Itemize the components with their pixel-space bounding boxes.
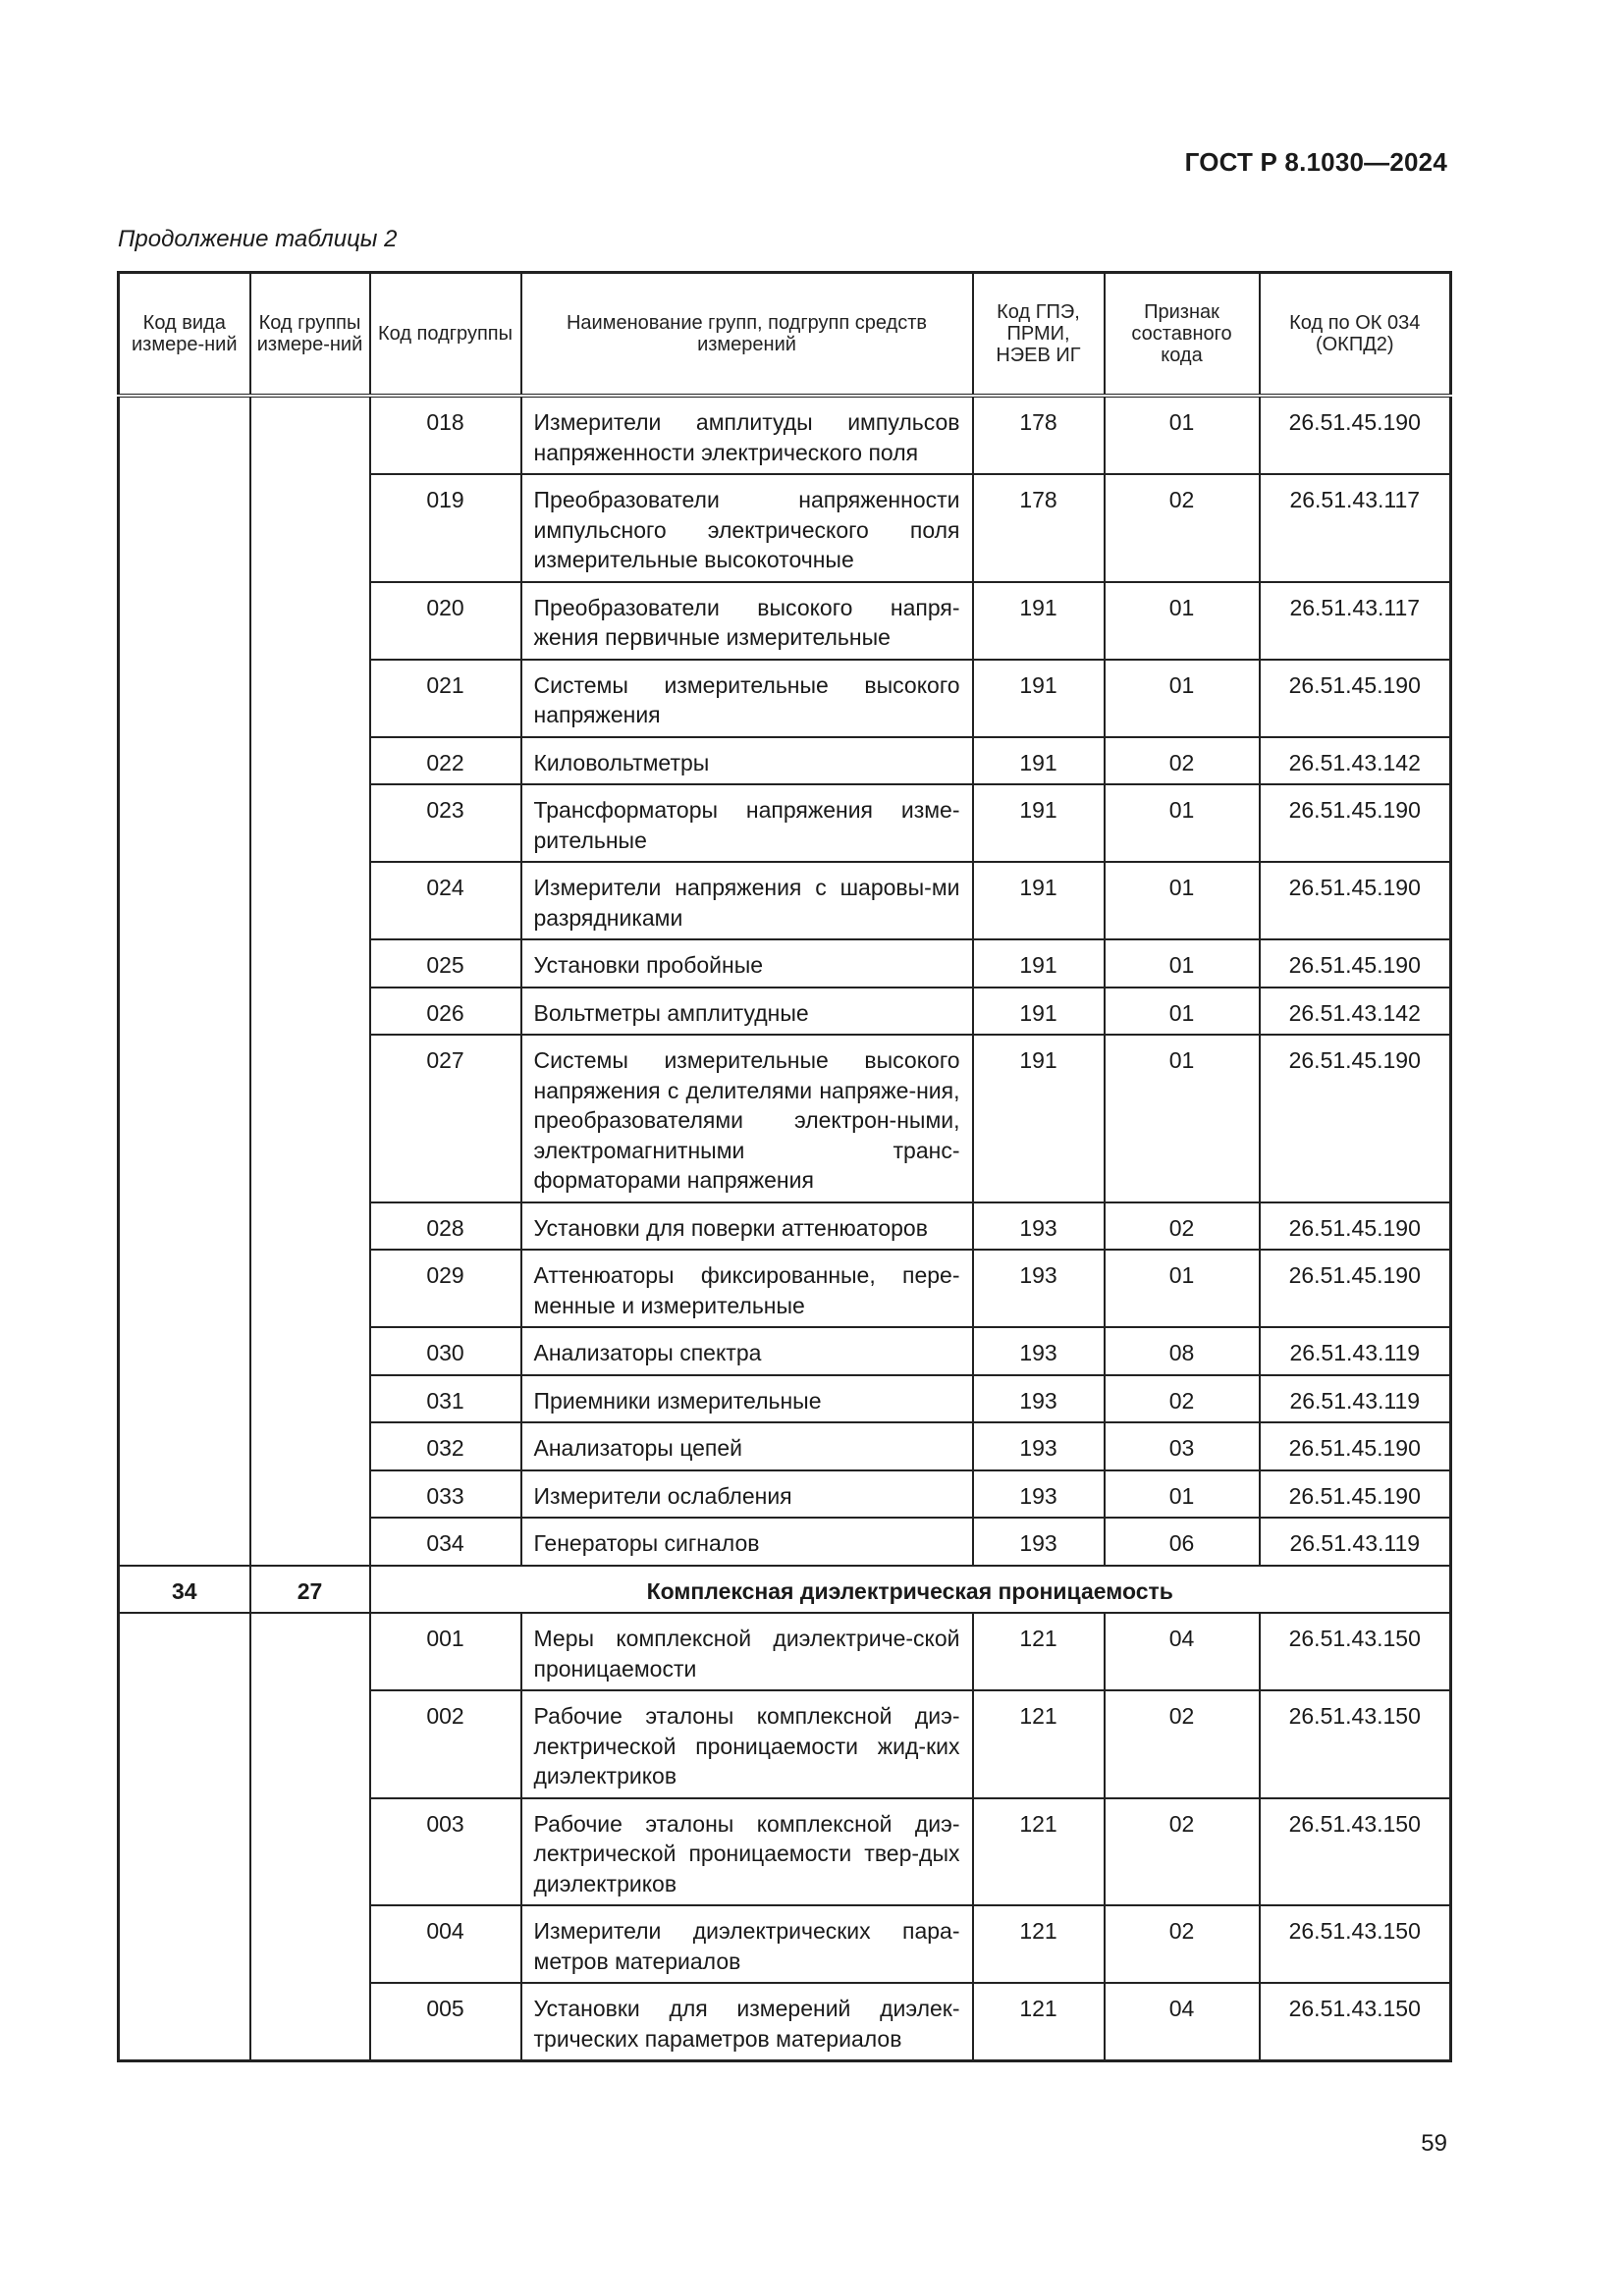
gpe-code-cell: 178 (973, 396, 1105, 474)
gpe-code-cell: 193 (973, 1422, 1105, 1470)
gpe-code-cell: 178 (973, 474, 1105, 582)
gpe-code-cell: 193 (973, 1202, 1105, 1251)
subgroup-name-cell: Анализаторы цепей (521, 1422, 973, 1470)
subgroup-code-cell: 032 (370, 1422, 521, 1470)
subgroup-name-cell: Установки для поверки аттенюаторов (521, 1202, 973, 1251)
subgroup-name-cell: Генераторы сигналов (521, 1518, 973, 1566)
composite-sign-cell: 01 (1105, 784, 1260, 862)
composite-sign-cell: 01 (1105, 1250, 1260, 1327)
subgroup-name-cell: Измерители ослабления (521, 1470, 973, 1519)
okpd-code-cell: 26.51.43.150 (1260, 1690, 1451, 1798)
subgroup-code-cell: 004 (370, 1905, 521, 1983)
okpd-code-cell: 26.51.43.119 (1260, 1375, 1451, 1423)
gpe-code-cell: 121 (973, 1690, 1105, 1798)
subgroup-code-cell: 034 (370, 1518, 521, 1566)
header-subgroup-code: Код подгруппы (370, 273, 521, 397)
document-id: ГОСТ Р 8.1030—2024 (1184, 147, 1447, 177)
table-row (119, 396, 1451, 474)
gpe-code-cell: 193 (973, 1518, 1105, 1566)
subgroup-name-cell: Преобразователи напряженности импульсного электрического поля измерительные высокоточные (521, 474, 973, 582)
okpd-code-cell: 26.51.45.190 (1260, 1250, 1451, 1327)
composite-sign-cell: 02 (1105, 1905, 1260, 1983)
group-group-code: 27 (250, 1566, 370, 1614)
subgroup-name-cell: Вольтметры амплитудные (521, 988, 973, 1036)
gpe-code-cell: 191 (973, 582, 1105, 660)
subgroup-code-cell: 003 (370, 1798, 521, 1906)
gpe-code-cell: 191 (973, 862, 1105, 939)
gpe-code-cell: 193 (973, 1327, 1105, 1375)
okpd-code-cell: 26.51.45.190 (1260, 396, 1451, 474)
composite-sign-cell: 02 (1105, 737, 1260, 785)
okpd-code-cell: 26.51.43.142 (1260, 737, 1451, 785)
composite-sign-cell: 01 (1105, 396, 1260, 474)
gpe-code-cell: 121 (973, 1798, 1105, 1906)
table-caption: Продолжение таблицы 2 (118, 226, 398, 252)
composite-sign-cell: 01 (1105, 988, 1260, 1036)
subgroup-name-cell: Преобразователи высокого напря-жения первичные измерительные (521, 582, 973, 660)
subgroup-name-cell: Установки для измерений диэлек-трических параметров материалов (521, 1983, 973, 2061)
okpd-code-cell: 26.51.43.117 (1260, 582, 1451, 660)
subgroup-code-cell: 020 (370, 582, 521, 660)
gpe-code-cell: 121 (973, 1905, 1105, 1983)
okpd-code-cell: 26.51.43.150 (1260, 1983, 1451, 2061)
subgroup-name-cell: Измерители амплитуды импульсов напряженности электрического поля (521, 396, 973, 474)
header-kind-code: Код вида измере-ний (119, 273, 250, 397)
gpe-code-cell: 193 (973, 1250, 1105, 1327)
subgroup-name-cell: Трансформаторы напряжения изме-рительные (521, 784, 973, 862)
subgroup-code-cell: 023 (370, 784, 521, 862)
table-header-row (119, 273, 1451, 397)
group-title: Комплексная диэлектрическая проницаемость (370, 1566, 1451, 1614)
okpd-code-cell: 26.51.45.190 (1260, 939, 1451, 988)
okpd-code-cell: 26.51.43.119 (1260, 1327, 1451, 1375)
composite-sign-cell: 02 (1105, 474, 1260, 582)
gpe-code-cell: 191 (973, 1035, 1105, 1202)
header-name: Наименование групп, подгрупп средств измерений (521, 273, 973, 397)
subgroup-name-cell: Установки пробойные (521, 939, 973, 988)
subgroup-name-cell: Киловольтметры (521, 737, 973, 785)
subgroup-name-cell: Приемники измерительные (521, 1375, 973, 1423)
okpd-code-cell: 26.51.45.190 (1260, 1422, 1451, 1470)
composite-sign-cell: 02 (1105, 1202, 1260, 1251)
composite-sign-cell: 04 (1105, 1613, 1260, 1690)
composite-sign-cell: 08 (1105, 1327, 1260, 1375)
gpe-code-cell: 121 (973, 1983, 1105, 2061)
group-row (119, 1566, 1451, 1614)
kind-code-cell-empty (119, 1613, 250, 2061)
composite-sign-cell: 04 (1105, 1983, 1260, 2061)
subgroup-code-cell: 027 (370, 1035, 521, 1202)
subgroup-code-cell: 022 (370, 737, 521, 785)
composite-sign-cell: 02 (1105, 1690, 1260, 1798)
subgroup-code-cell: 005 (370, 1983, 521, 2061)
subgroup-name-cell: Рабочие эталоны комплексной диэ-лектрической проницаемости твер-дых диэлектриков (521, 1798, 973, 1906)
okpd-code-cell: 26.51.43.119 (1260, 1518, 1451, 1566)
page-number: 59 (1421, 2130, 1447, 2157)
table-container (117, 271, 1449, 2062)
composite-sign-cell: 03 (1105, 1422, 1260, 1470)
gpe-code-cell: 191 (973, 784, 1105, 862)
gpe-code-cell: 191 (973, 939, 1105, 988)
composite-sign-cell: 01 (1105, 660, 1260, 737)
okpd-code-cell: 26.51.45.190 (1260, 862, 1451, 939)
composite-sign-cell: 02 (1105, 1798, 1260, 1906)
subgroup-code-cell: 025 (370, 939, 521, 988)
group-code-cell-empty (250, 1613, 370, 2061)
okpd-code-cell: 26.51.43.142 (1260, 988, 1451, 1036)
header-composite-sign: Признак составного кода (1105, 273, 1260, 397)
composite-sign-cell: 01 (1105, 1035, 1260, 1202)
composite-sign-cell: 02 (1105, 1375, 1260, 1423)
okpd-code-cell: 26.51.43.150 (1260, 1798, 1451, 1906)
kind-code-cell-empty (119, 396, 250, 1566)
okpd-code-cell: 26.51.43.117 (1260, 474, 1451, 582)
subgroup-code-cell: 018 (370, 396, 521, 474)
measurement-groups-table (117, 271, 1452, 2062)
okpd-code-cell: 26.51.43.150 (1260, 1613, 1451, 1690)
subgroup-code-cell: 030 (370, 1327, 521, 1375)
okpd-code-cell: 26.51.45.190 (1260, 784, 1451, 862)
composite-sign-cell: 06 (1105, 1518, 1260, 1566)
table-row (119, 1613, 1451, 1690)
composite-sign-cell: 01 (1105, 862, 1260, 939)
composite-sign-cell: 01 (1105, 582, 1260, 660)
gpe-code-cell: 191 (973, 737, 1105, 785)
subgroup-code-cell: 026 (370, 988, 521, 1036)
composite-sign-cell: 01 (1105, 939, 1260, 988)
subgroup-name-cell: Системы измерительные высокого напряжения (521, 660, 973, 737)
okpd-code-cell: 26.51.43.150 (1260, 1905, 1451, 1983)
subgroup-name-cell: Анализаторы спектра (521, 1327, 973, 1375)
header-gpe-code: Код ГПЭ, ПРМИ, НЭЕВ ИГ (973, 273, 1105, 397)
subgroup-code-cell: 029 (370, 1250, 521, 1327)
subgroup-name-cell: Меры комплексной диэлектриче-ской проницаемости (521, 1613, 973, 1690)
header-okpd-code: Код по ОК 034 (ОКПД2) (1260, 273, 1451, 397)
composite-sign-cell: 01 (1105, 1470, 1260, 1519)
table-body (119, 396, 1451, 2061)
gpe-code-cell: 193 (973, 1375, 1105, 1423)
subgroup-code-cell: 001 (370, 1613, 521, 1690)
subgroup-name-cell: Рабочие эталоны комплексной диэ-лектрической проницаемости жид-ких диэлектриков (521, 1690, 973, 1798)
subgroup-name-cell: Измерители напряжения с шаровы-ми разрядниками (521, 862, 973, 939)
okpd-code-cell: 26.51.45.190 (1260, 1470, 1451, 1519)
okpd-code-cell: 26.51.45.190 (1260, 660, 1451, 737)
subgroup-name-cell: Аттенюаторы фиксированные, пере-менные и измерительные (521, 1250, 973, 1327)
subgroup-code-cell: 021 (370, 660, 521, 737)
okpd-code-cell: 26.51.45.190 (1260, 1202, 1451, 1251)
gpe-code-cell: 121 (973, 1613, 1105, 1690)
subgroup-name-cell: Измерители диэлектрических пара-метров материалов (521, 1905, 973, 1983)
gpe-code-cell: 193 (973, 1470, 1105, 1519)
subgroup-code-cell: 031 (370, 1375, 521, 1423)
gpe-code-cell: 191 (973, 988, 1105, 1036)
subgroup-name-cell: Системы измерительные высокого напряжения с делителями напряже-ния, преобразователями электрон-ными, электромагнитными транс-форматорами напряжения (521, 1035, 973, 1202)
subgroup-code-cell: 033 (370, 1470, 521, 1519)
subgroup-code-cell: 024 (370, 862, 521, 939)
group-kind-code: 34 (119, 1566, 250, 1614)
gpe-code-cell: 191 (973, 660, 1105, 737)
header-group-code: Код группы измере-ний (250, 273, 370, 397)
subgroup-code-cell: 028 (370, 1202, 521, 1251)
subgroup-code-cell: 019 (370, 474, 521, 582)
okpd-code-cell: 26.51.45.190 (1260, 1035, 1451, 1202)
group-code-cell-empty (250, 396, 370, 1566)
subgroup-code-cell: 002 (370, 1690, 521, 1798)
